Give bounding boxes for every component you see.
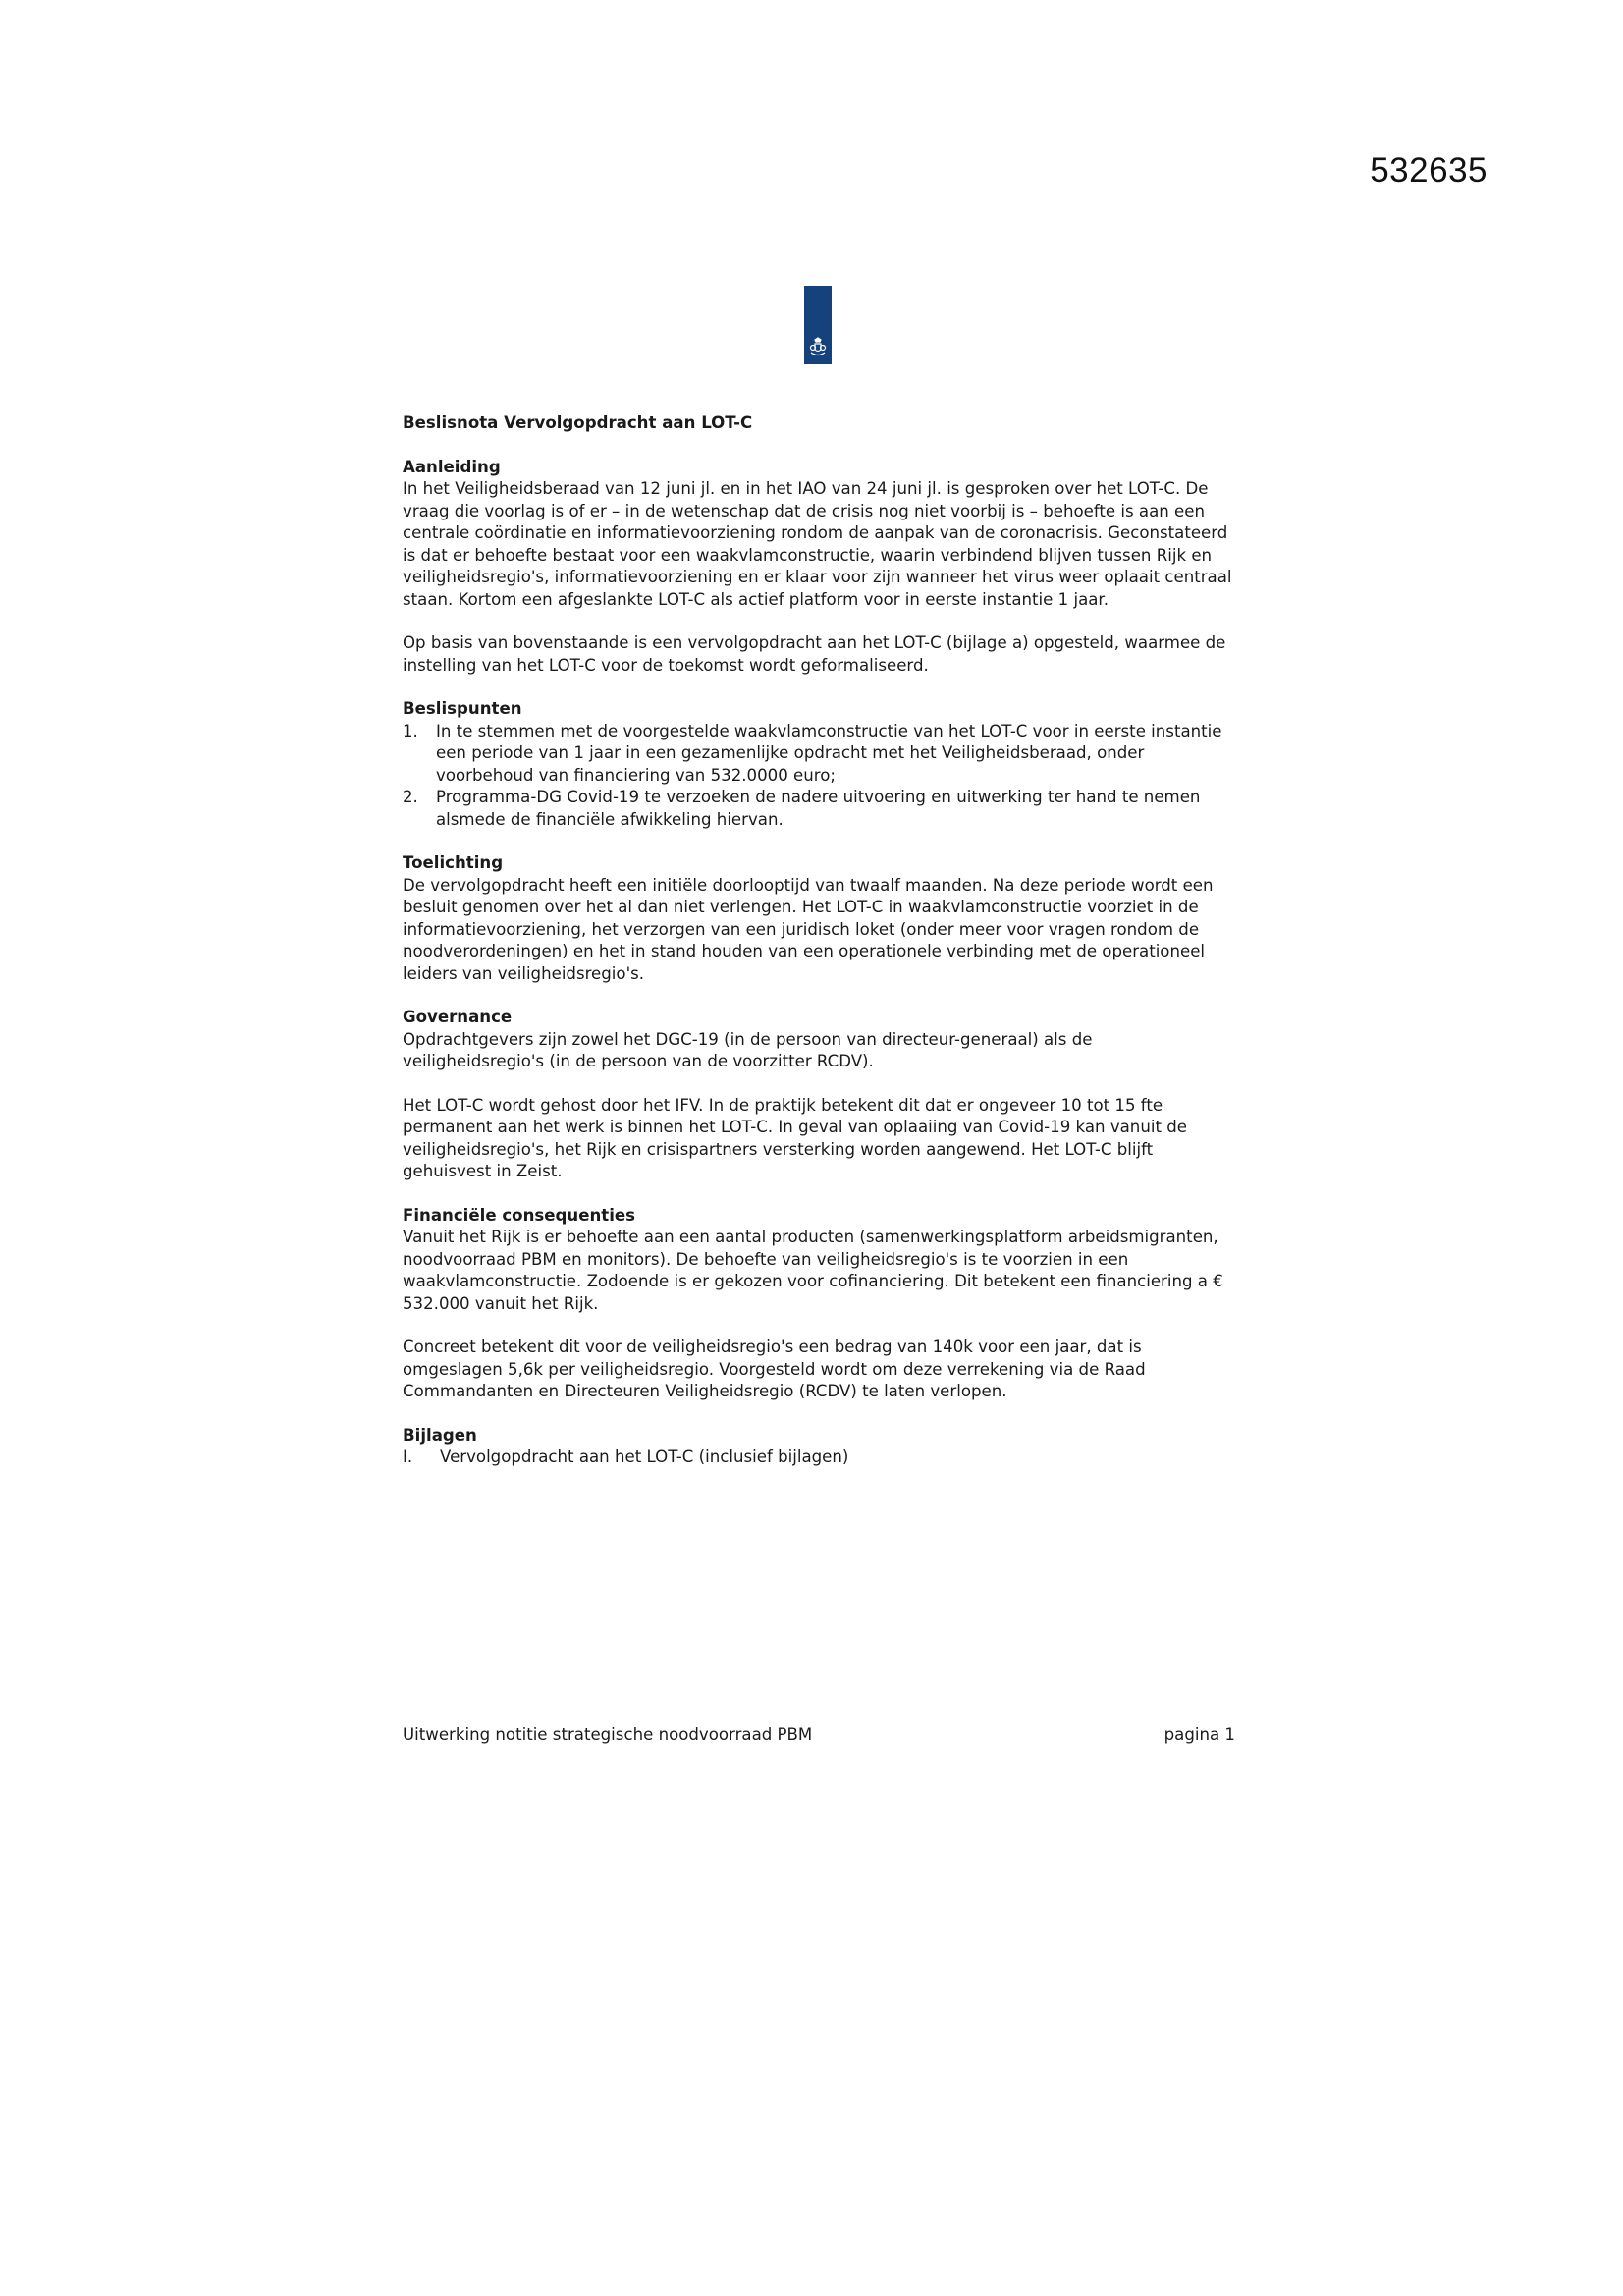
list-item <box>403 787 1235 831</box>
section-heading: Bijlagen <box>403 1425 477 1445</box>
section-heading: Beslispunten <box>403 699 522 718</box>
list-number: 2. <box>403 788 418 806</box>
paragraph: Op basis van bovenstaande is een vervolgopdracht aan het LOT-C (bijlage a) opgesteld, waarmee de instelling van het LOT-C voor de toekomst wordt geformaliseerd. <box>403 633 1226 675</box>
paragraph: Opdrachtgevers zijn zowel het DGC-19 (in de persoon van directeur-generaal) als de veiligheidsregio's (in de persoon van de voorzitter RCDV). <box>403 1029 1093 1070</box>
paragraph: De vervolgopdracht heeft een initiële doorlooptijd van twaalf maanden. Na deze periode wordt een besluit genomen over het al dan niet verlengen. Het LOT-C in waakvlamconstructie voorziet in de informatievoorziening, het verzorgen van een juridisch loket (onder meer voor vragen rondom de noodverordeningen) en het in stand houden van een operationele verbinding met de operationeel leiders van veiligheidsregio's. <box>403 875 1214 983</box>
paragraph: Het LOT-C wordt gehost door het IFV. In de praktijk betekent dit dat er ongeveer 10 tot 15 fte permanent aan het werk is binnen het LOT-C. In geval van oplaaiing van Covid-19 kan vanuit de veiligheidsregio's, het Rijk en crisispartners versterking worden aangewend. Het LOT-C blijft gehuisvest in Zeist. <box>403 1095 1187 1180</box>
attachment-list <box>403 1447 1235 1469</box>
paragraph: In het Veiligheidsberaad van 12 juni jl. en in het IAO van 24 juni jl. is gesproken over het LOT-C. De vraag die voorlag is of er – in de wetenschap dat de crisis nog niet voorbij is – behoefte is aan een centrale coördinatie en informatievoorziening rondom de aanpak van de coronacrisis. Geconstateerd is dat er behoefte bestaat voor een waakvlamconstructie, waarin verbindend blijven tussen Rijk en veiligheidsregio's, informatievoorziening en er klaar voor zijn wanneer het virus weer oplaait centraal staan. Kortom een afgeslankte LOT-C als actief platform voor in eerste instantie 1 jaar. <box>403 479 1232 609</box>
paragraph: Vanuit het Rijk is er behoefte aan een aantal producten (samenwerkingsplatform arbeidsmigranten, noodvoorraad PBM en monitors). De behoefte van veiligheidsregio's is te voorzien in een waakvlamconstructie. Zodoende is er gekozen voor cofinanciering. Dit betekent een financiering a € 532.000 vanuit het Rijk. <box>403 1228 1223 1313</box>
footer-title: Uitwerking notitie strategische noodvoorraad PBM <box>403 1725 813 1744</box>
document-number: 532635 <box>1370 151 1488 190</box>
section-heading: Governance <box>403 1008 513 1026</box>
paragraph: Concreet betekent dit voor de veiligheidsregio's een bedrag van 140k voor een jaar, dat is omgeslagen 5,6k per veiligheidsregio. Voorgesteld wordt om deze verrekening via de Raad Commandanten en Directeuren Veiligheidsregio (RCDV) te laten verlopen. <box>403 1338 1146 1400</box>
section-heading: Toelichting <box>403 853 504 872</box>
section-toelichting <box>403 852 1235 985</box>
list-item <box>403 721 1235 788</box>
section-heading: Aanleiding <box>403 457 501 476</box>
list-item-text: Programma-DG Covid-19 te verzoeken de nadere uitvoering en uitwerking ter hand te nemen alsmede de financiële afwikkeling hiervan. <box>436 788 1201 829</box>
section-bijlagen <box>403 1425 1235 1469</box>
section-aanleiding <box>403 457 1235 678</box>
section-governance <box>403 1007 1235 1183</box>
page-number: pagina 1 <box>1163 1725 1235 1744</box>
section-heading: Financiële consequenties <box>403 1205 636 1225</box>
section-financien <box>403 1205 1235 1403</box>
government-logo <box>804 286 832 364</box>
memo-title: Beslisnota Vervolgopdracht aan LOT-C <box>403 413 753 432</box>
list-number: 1. <box>403 721 418 740</box>
list-item <box>403 1447 1235 1469</box>
memo-body <box>403 412 1235 1491</box>
list-item-text: In te stemmen met de voorgestelde waakvlamconstructie van het LOT-C voor in eerste instantie een periode van 1 jaar in een gezamenlijke opdracht met het Veiligheidsberaad, onder voorbehoud van financiering van 532.0000 euro; <box>436 721 1222 785</box>
rijksoverheid-coat-of-arms-icon <box>807 337 829 358</box>
section-beslispunten <box>403 698 1235 831</box>
list-number: I. <box>403 1448 413 1466</box>
list-item-text: Vervolgopdracht aan het LOT-C (inclusief bijlagen) <box>440 1448 849 1466</box>
page-footer <box>403 1725 1235 1744</box>
decision-list <box>403 721 1235 832</box>
